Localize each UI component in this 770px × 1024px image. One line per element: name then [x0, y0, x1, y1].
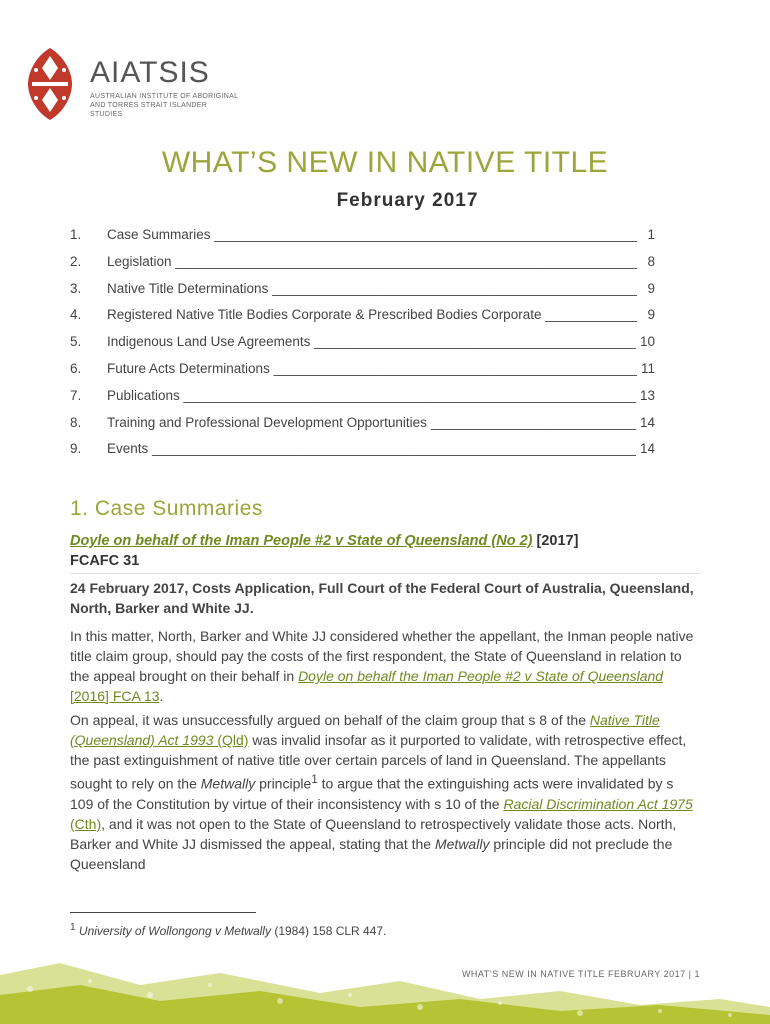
toc-item-number: 6. — [70, 360, 82, 376]
toc-item-number: 9. — [70, 441, 82, 457]
footnote-divider — [70, 912, 256, 913]
case-citation-year: [2017] — [536, 533, 579, 549]
native-title-act-link-jurisdiction: (Qld) — [213, 732, 249, 748]
case-reference-link-title: Doyle on behalf the Iman People #2 v State of Queensland — [298, 668, 664, 684]
case-reference-link-citation: [2016] FCA 13 — [70, 688, 160, 704]
footer-decorative-artwork — [0, 955, 770, 1024]
table-of-contents — [70, 224, 655, 465]
footnote — [70, 922, 386, 938]
toc-item[interactable] — [70, 224, 655, 251]
toc-item[interactable] — [70, 358, 655, 385]
case-title — [70, 531, 700, 571]
document-title: WHAT’S NEW IN NATIVE TITLE — [161, 146, 609, 179]
paragraph-text: principle did not preclude the Queensland — [70, 835, 673, 872]
toc-item[interactable] — [70, 331, 655, 358]
toc-item-label[interactable]: Case Summaries _____ — [107, 227, 637, 242]
toc-item[interactable] — [70, 438, 655, 465]
footnote-case-name: University of Wollongong v Metwally — [78, 924, 271, 938]
toc-item-page: 14 — [636, 415, 655, 430]
paragraph-text: On appeal, it was unsuccessfully argued on behalf of the claim group that s 8 of the — [70, 712, 590, 728]
toc-item-label[interactable]: Indigenous Land Use Agreements _____ — [107, 334, 637, 349]
paragraph-text: was invalid insofar as it purported to validate, with retrospective effect, the past extinguishment of native title over certain parcels of land in Queensland. The appellants sought to rely on the — [70, 732, 687, 792]
toc-item-label[interactable]: Publications _____ — [107, 388, 637, 403]
toc-item-number: 4. — [70, 307, 82, 323]
toc-item-page: 14 — [636, 441, 655, 456]
aiatsis-emblem-icon — [28, 46, 72, 122]
paragraph-text: , and it was not open to the State of Queensland to retrospectively validate those acts. North, Barker and White JJ dismissed the appeal, stating that the — [70, 815, 677, 852]
toc-item-label[interactable]: Training and Professional Development Opportunities _____ — [107, 415, 637, 430]
native-title-act-link-title: Native Title (Queensland) Act 1993 — [70, 712, 660, 748]
toc-item-label[interactable]: Legislation _____ — [107, 254, 637, 269]
body-paragraph — [70, 626, 695, 706]
toc-item-label[interactable]: Registered Native Title Bodies Corporate & Prescribed Bodies Corporate _____ — [107, 307, 637, 322]
toc-item-number: 2. — [70, 253, 82, 269]
case-citation-court: FCAFC 31 — [70, 553, 140, 569]
section-heading: 1. Case Summaries — [70, 497, 263, 520]
case-title-link[interactable]: Doyle on behalf of the Iman People #2 v State of Queensland (No 2) — [70, 533, 533, 549]
toc-item-page: 10 — [636, 334, 655, 349]
aiatsis-logo — [28, 46, 239, 122]
case-name-italic: Metwally — [200, 775, 256, 792]
toc-item-page: 8 — [643, 254, 655, 269]
document-subtitle: February 2017 — [336, 190, 479, 211]
logo-wordmark: AIATSIS — [90, 56, 210, 89]
paragraph-text: In this matter, North, Barker and White JJ considered whether the appellant, the Inman people native title claim group, should pay the costs of the first respondent, the State of Queensland in relation to the appeal brought on their behalf in — [70, 628, 694, 684]
toc-item-number: 1. — [70, 227, 82, 242]
toc-item-number: 3. — [70, 280, 82, 296]
racial-discrimination-act-link-jurisdiction: (Cth) — [70, 815, 102, 832]
racial-discrimination-act-link-title: Racial Discrimination Act 1975 — [503, 795, 693, 812]
toc-item-label[interactable]: Native Title Determinations _____ — [107, 281, 637, 296]
toc-item-page: 9 — [643, 307, 655, 322]
footnote-citation: (1984) 158 CLR 447. — [270, 924, 387, 938]
page-footer: WHAT’S NEW IN NATIVE TITLE FEBRUARY 2017 | 1 — [458, 969, 700, 979]
divider — [70, 573, 700, 574]
toc-item-number: 5. — [70, 334, 82, 350]
toc-item-page: 1 — [643, 227, 655, 242]
toc-item-label[interactable]: Events _____ — [107, 441, 637, 456]
toc-item-page: 11 — [637, 361, 655, 376]
footnote-marker[interactable]: 1 — [311, 773, 318, 786]
logo-subtitle: AUSTRALIAN INSTITUTE OF ABORIGINAL AND TORRES STRAIT ISLANDER STUDIES — [90, 93, 239, 118]
paragraph-text: . — [159, 688, 164, 704]
paragraph-text: principle — [255, 775, 312, 792]
toc-item[interactable] — [70, 412, 655, 439]
toc-item[interactable] — [70, 304, 655, 331]
body-paragraph — [70, 710, 695, 874]
toc-item-label[interactable]: Future Acts Determinations _____ — [107, 361, 637, 376]
toc-item[interactable] — [70, 385, 655, 412]
toc-item-page: 13 — [636, 388, 655, 403]
toc-item-number: 8. — [70, 414, 82, 430]
toc-item[interactable] — [70, 278, 655, 305]
toc-item-number: 7. — [70, 387, 82, 403]
toc-item[interactable] — [70, 251, 655, 278]
footnote-number: 1 — [70, 922, 76, 933]
paragraph-text: to argue that the extinguishing acts were invalidated by s 109 of the Constitution by virtue of their inconsistency with s 10 of the — [70, 775, 674, 812]
case-meta: 24 February 2017, Costs Application, Full Court of the Federal Court of Australia, Queensland, North, Barker and White JJ. — [70, 580, 694, 616]
case-name-italic: Metwally — [434, 835, 490, 852]
toc-item-page: 9 — [643, 281, 655, 296]
